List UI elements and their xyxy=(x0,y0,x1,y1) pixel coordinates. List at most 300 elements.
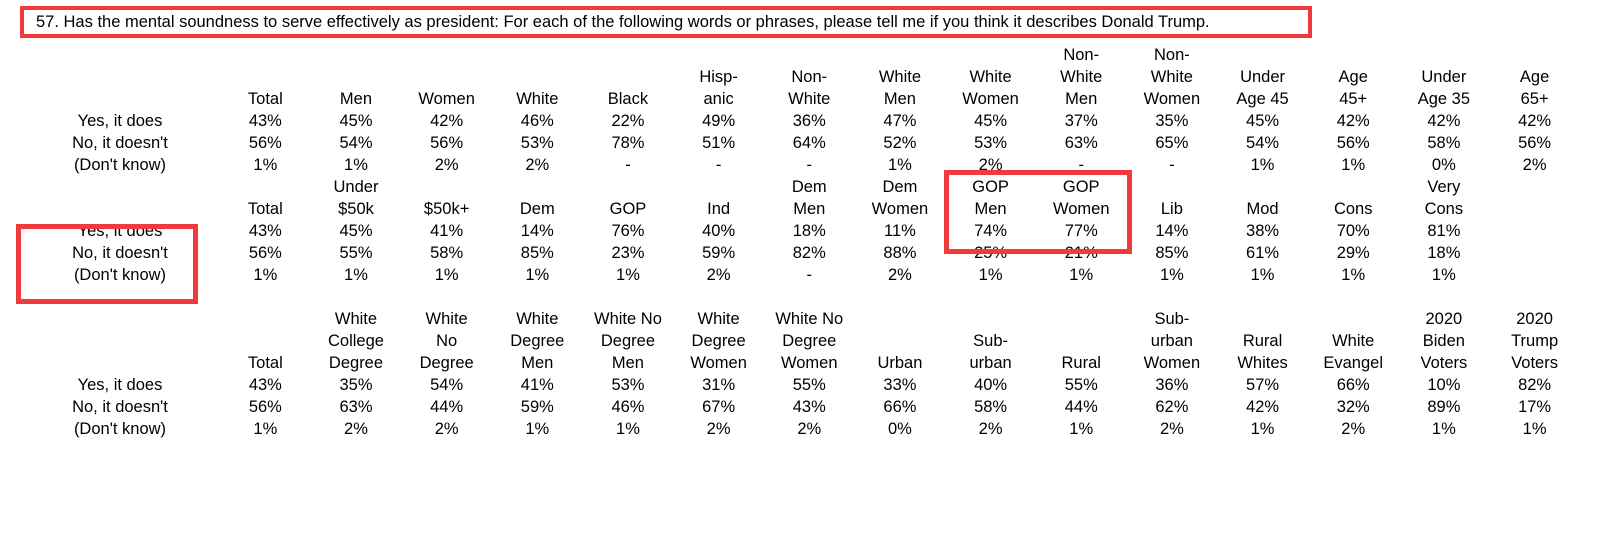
column-header xyxy=(1489,308,1580,374)
row-label: (Don't know) xyxy=(73,156,167,174)
header-line: Women xyxy=(1052,200,1110,218)
header-line: White xyxy=(516,90,559,108)
data-cell: 36% xyxy=(1155,376,1189,394)
column-header xyxy=(764,44,855,110)
column-header xyxy=(401,308,492,374)
data-cell: 29% xyxy=(1336,244,1370,262)
header-line: $50k+ xyxy=(423,200,470,218)
data-cell: 78% xyxy=(611,134,645,152)
header-line: Dem xyxy=(882,178,918,196)
column-header xyxy=(1308,308,1399,374)
header-line: White No xyxy=(775,310,844,328)
column-header xyxy=(1036,44,1127,110)
data-cell: 31% xyxy=(702,376,736,394)
data-cell: 1% xyxy=(616,266,640,284)
crosstab-block-demographics xyxy=(0,44,1600,176)
header-line: Cons xyxy=(1333,200,1373,218)
row-label-header xyxy=(20,308,220,374)
header-line: 2020 xyxy=(1425,310,1463,328)
data-cell: 2% xyxy=(434,420,459,438)
data-cell: 43% xyxy=(248,112,282,130)
header-line: Men xyxy=(611,354,644,372)
column-header xyxy=(945,308,1036,374)
data-cell: 2% xyxy=(1522,156,1547,174)
header-line: Women xyxy=(418,90,475,108)
row-label: Yes, it does xyxy=(77,112,163,130)
data-cell: 41% xyxy=(520,376,554,394)
header-line: Cons xyxy=(1424,200,1464,218)
column-header xyxy=(1127,308,1218,374)
header-row xyxy=(20,308,1580,374)
header-line: White xyxy=(878,68,922,86)
header-line: White xyxy=(1150,68,1193,86)
column-header xyxy=(1399,44,1490,110)
header-line: Whites xyxy=(1237,354,1288,372)
data-cell: 1% xyxy=(978,266,1003,284)
data-cell: 0% xyxy=(887,420,912,438)
data-cell: 2% xyxy=(706,420,731,438)
column-header xyxy=(1489,176,1580,220)
data-cell xyxy=(1489,242,1580,264)
data-cell: 63% xyxy=(1064,134,1098,152)
header-line: anic xyxy=(703,90,734,108)
crosstab-table xyxy=(20,44,1580,176)
header-line: College xyxy=(328,332,384,350)
column-header xyxy=(311,44,402,110)
header-line: Biden xyxy=(1422,332,1465,350)
data-cell: 11% xyxy=(884,222,916,240)
data-cell: 82% xyxy=(1518,376,1552,394)
header-line: Evangel xyxy=(1323,354,1384,372)
data-cell: 44% xyxy=(430,398,464,416)
data-cell: 40% xyxy=(974,376,1008,394)
data-cell: 0% xyxy=(1431,156,1456,174)
header-line: Sub- xyxy=(1154,310,1190,328)
column-header xyxy=(673,44,764,110)
data-cell: 89% xyxy=(1427,398,1461,416)
data-cell: 22% xyxy=(611,112,645,130)
data-cell: 54% xyxy=(339,134,373,152)
header-line: Degree xyxy=(600,332,656,350)
data-cell: 52% xyxy=(883,134,917,152)
header-line: Ind xyxy=(707,200,731,218)
data-cell: 1% xyxy=(1250,156,1275,174)
header-line: Women xyxy=(871,200,929,218)
column-header xyxy=(220,44,311,110)
table-row xyxy=(20,264,1580,286)
column-header xyxy=(764,176,855,220)
header-line: Degree xyxy=(328,354,384,372)
data-cell: 2% xyxy=(706,266,731,284)
column-header xyxy=(1217,308,1308,374)
header-line: $50k xyxy=(338,200,374,218)
header-line: White No xyxy=(594,310,662,328)
header-line: Men xyxy=(793,200,826,218)
header-line: Total xyxy=(247,200,283,218)
column-header xyxy=(583,308,674,374)
data-cell: 2% xyxy=(525,156,550,174)
data-cell: 1% xyxy=(1069,266,1094,284)
header-line: Non- xyxy=(791,68,828,86)
data-cell: 1% xyxy=(616,420,640,438)
data-cell: 1% xyxy=(1250,266,1275,284)
data-cell: 56% xyxy=(1518,134,1552,152)
header-line: 65+ xyxy=(1520,90,1549,108)
data-cell: 54% xyxy=(1246,134,1280,152)
header-line: Women xyxy=(1143,354,1201,372)
data-cell: 35% xyxy=(1155,112,1189,130)
row-label: (Don't know) xyxy=(73,420,167,438)
column-header xyxy=(1399,176,1490,220)
header-line: Women xyxy=(690,354,747,372)
data-cell: 42% xyxy=(1427,112,1461,130)
data-cell: 66% xyxy=(1336,376,1370,394)
data-cell: 42% xyxy=(1518,112,1552,130)
data-cell: 43% xyxy=(248,376,282,394)
table-row xyxy=(20,220,1580,242)
header-line: Degree xyxy=(782,332,837,350)
header-line: Age 45 xyxy=(1236,90,1289,108)
data-cell: 1% xyxy=(525,420,550,438)
data-cell xyxy=(1489,264,1580,286)
table-body xyxy=(20,220,1580,286)
crosstab-table xyxy=(20,308,1580,440)
data-cell: 62% xyxy=(1155,398,1189,416)
row-label-header xyxy=(20,176,220,220)
data-cell: 54% xyxy=(430,376,464,394)
data-cell: 58% xyxy=(974,398,1008,416)
header-line: White xyxy=(516,310,559,328)
header-line: Dem xyxy=(791,178,827,196)
header-line: Total xyxy=(247,90,283,108)
data-cell: 53% xyxy=(611,376,645,394)
data-cell: - xyxy=(715,156,722,174)
data-cell: 49% xyxy=(702,112,736,130)
data-cell: 61% xyxy=(1246,244,1280,262)
data-cell: 59% xyxy=(702,244,736,262)
data-cell: 45% xyxy=(974,112,1008,130)
data-cell: 21% xyxy=(1064,244,1098,262)
data-cell: 1% xyxy=(344,156,368,174)
data-cell: 81% xyxy=(1427,222,1461,240)
header-line: Dem xyxy=(519,200,555,218)
column-header xyxy=(1217,44,1308,110)
data-cell: 1% xyxy=(253,420,278,438)
header-line: urban xyxy=(969,354,1012,372)
data-cell: 56% xyxy=(248,398,282,416)
column-header xyxy=(1217,176,1308,220)
question-text: 57. Has the mental soundness to serve effectively as president: For each of the following words or phrases, please tell me if you think it describes Donald Trump. xyxy=(36,12,1210,31)
data-cell: 85% xyxy=(1155,244,1189,262)
data-cell: 42% xyxy=(430,112,464,130)
data-cell: 45% xyxy=(1246,112,1280,130)
data-cell: 63% xyxy=(339,398,373,416)
data-cell: 2% xyxy=(1341,420,1366,438)
row-label: No, it doesn't xyxy=(72,398,168,416)
header-line: Black xyxy=(607,90,649,108)
row-label: Yes, it does xyxy=(77,222,163,240)
header-line: White xyxy=(1332,332,1375,350)
data-cell: 44% xyxy=(1064,398,1098,416)
data-cell: 56% xyxy=(430,134,464,152)
data-cell: 14% xyxy=(520,222,554,240)
header-line: Total xyxy=(247,354,283,372)
table-body xyxy=(20,110,1580,176)
data-cell: 76% xyxy=(611,222,645,240)
header-line: Under xyxy=(333,178,379,196)
row-label: No, it doesn't xyxy=(72,244,168,262)
data-cell: 43% xyxy=(248,222,282,240)
data-cell: 2% xyxy=(344,420,368,438)
header-line: Voters xyxy=(1420,354,1468,372)
header-line: Under xyxy=(1421,68,1467,86)
header-line: Non- xyxy=(1063,46,1100,64)
data-cell: 55% xyxy=(792,376,826,394)
data-cell: 25% xyxy=(974,244,1008,262)
header-row xyxy=(20,44,1580,110)
data-cell: 1% xyxy=(1522,420,1547,438)
data-cell: 35% xyxy=(339,376,373,394)
data-cell: 41% xyxy=(430,222,464,240)
column-header xyxy=(855,44,946,110)
header-line: Men xyxy=(521,354,554,372)
column-header xyxy=(492,308,583,374)
data-cell: 70% xyxy=(1336,222,1370,240)
data-cell: 37% xyxy=(1064,112,1098,130)
data-cell: 23% xyxy=(611,244,645,262)
table-row xyxy=(20,110,1580,132)
header-line: Mod xyxy=(1246,200,1279,218)
table-row xyxy=(20,154,1580,176)
data-cell xyxy=(1489,220,1580,242)
data-cell: 33% xyxy=(883,376,917,394)
header-line: Women xyxy=(962,90,1019,108)
header-line: White xyxy=(1060,68,1103,86)
data-cell: 1% xyxy=(253,266,278,284)
data-cell: 14% xyxy=(1155,222,1189,240)
data-cell: 42% xyxy=(1246,398,1280,416)
data-cell: 77% xyxy=(1064,222,1098,240)
header-line: White xyxy=(334,310,378,328)
column-header xyxy=(1308,176,1399,220)
data-cell: 51% xyxy=(702,134,736,152)
data-cell: 18% xyxy=(792,222,826,240)
data-cell: 47% xyxy=(883,112,917,130)
row-label-header xyxy=(20,44,220,110)
data-cell: 1% xyxy=(525,266,550,284)
table-body xyxy=(20,374,1580,440)
header-line: Rural xyxy=(1242,332,1283,350)
data-cell: 53% xyxy=(520,134,554,152)
data-cell: 32% xyxy=(1336,398,1370,416)
data-cell: 1% xyxy=(434,266,459,284)
header-row xyxy=(20,176,1580,220)
data-cell: 58% xyxy=(1427,134,1461,152)
header-line: Age xyxy=(1519,68,1550,86)
column-header xyxy=(945,176,1036,220)
column-header xyxy=(1308,44,1399,110)
question-highlight-box xyxy=(20,6,1312,38)
column-header xyxy=(1127,44,1218,110)
data-cell: 2% xyxy=(434,156,459,174)
data-cell: 1% xyxy=(1069,420,1094,438)
data-cell: 1% xyxy=(344,266,368,284)
data-cell: 59% xyxy=(520,398,554,416)
header-line: GOP xyxy=(609,200,647,218)
data-cell: 46% xyxy=(611,398,645,416)
data-cell: 18% xyxy=(1427,244,1461,262)
column-header xyxy=(401,176,492,220)
column-header xyxy=(311,176,402,220)
row-label: No, it doesn't xyxy=(72,134,168,152)
header-line: Degree xyxy=(691,332,746,350)
data-cell: 45% xyxy=(339,222,373,240)
data-cell: 56% xyxy=(1336,134,1370,152)
data-cell: 58% xyxy=(430,244,464,262)
data-cell: 36% xyxy=(792,112,826,130)
data-cell: 1% xyxy=(1341,156,1366,174)
header-line: White xyxy=(697,310,740,328)
data-cell: - xyxy=(806,266,813,284)
header-line: Women xyxy=(780,354,838,372)
crosstab-table xyxy=(20,176,1580,286)
header-line: 45+ xyxy=(1339,90,1368,108)
header-line: GOP xyxy=(972,178,1009,196)
data-cell: 56% xyxy=(248,244,282,262)
data-cell: 45% xyxy=(339,112,373,130)
header-line: Women xyxy=(1143,90,1201,108)
header-line: Very xyxy=(1427,178,1461,196)
table-row xyxy=(20,418,1580,440)
table-row xyxy=(20,374,1580,396)
header-line: Degree xyxy=(510,332,565,350)
header-line: 2020 xyxy=(1516,310,1553,328)
column-header xyxy=(1036,308,1127,374)
column-header xyxy=(311,308,402,374)
column-header xyxy=(583,176,674,220)
data-cell: 42% xyxy=(1336,112,1370,130)
header-line: Men xyxy=(974,200,1007,218)
table-head xyxy=(20,44,1580,110)
table-head xyxy=(20,176,1580,220)
data-cell: 1% xyxy=(1431,420,1456,438)
column-header xyxy=(673,176,764,220)
column-header xyxy=(220,176,311,220)
data-cell: 46% xyxy=(520,112,554,130)
data-cell: - xyxy=(625,156,631,174)
column-header xyxy=(1036,176,1127,220)
data-cell: 66% xyxy=(883,398,917,416)
data-cell: 1% xyxy=(1431,266,1456,284)
table-head xyxy=(20,308,1580,374)
row-label: (Don't know) xyxy=(73,266,167,284)
data-cell: 40% xyxy=(702,222,736,240)
column-header xyxy=(764,308,855,374)
column-header xyxy=(855,308,946,374)
header-line: Voters xyxy=(1511,354,1558,372)
data-cell: 1% xyxy=(1341,266,1366,284)
data-cell: 88% xyxy=(883,244,917,262)
column-header xyxy=(1127,176,1218,220)
column-header xyxy=(1399,308,1490,374)
header-line: Degree xyxy=(419,354,474,372)
data-cell: - xyxy=(806,156,813,174)
data-cell: 57% xyxy=(1246,376,1280,394)
data-cell: 56% xyxy=(248,134,282,152)
table-row xyxy=(20,132,1580,154)
data-cell: 55% xyxy=(1064,376,1098,394)
data-cell: 2% xyxy=(797,420,822,438)
row-label: Yes, it does xyxy=(77,376,163,394)
table-row xyxy=(20,242,1580,264)
column-header xyxy=(492,44,583,110)
data-cell: 55% xyxy=(339,244,373,262)
header-line: Age xyxy=(1338,68,1368,86)
header-line: Men xyxy=(1065,90,1098,108)
header-line: Hisp- xyxy=(699,68,738,86)
header-line: GOP xyxy=(1062,178,1100,196)
header-line: Men xyxy=(339,90,373,108)
data-cell: 1% xyxy=(887,156,912,174)
column-header xyxy=(673,308,764,374)
column-header xyxy=(855,176,946,220)
data-cell: 43% xyxy=(792,398,826,416)
data-cell: - xyxy=(1078,156,1084,174)
header-line: urban xyxy=(1150,332,1193,350)
data-cell: 2% xyxy=(978,156,1003,174)
data-cell: 64% xyxy=(792,134,826,152)
data-cell: 53% xyxy=(974,134,1008,152)
data-cell: 2% xyxy=(1159,420,1184,438)
column-header xyxy=(1489,44,1580,110)
header-line: White xyxy=(425,310,468,328)
crosstab-block-education-geography xyxy=(0,308,1600,440)
column-header xyxy=(220,308,311,374)
data-cell: 1% xyxy=(1159,266,1184,284)
column-header xyxy=(945,44,1036,110)
crosstab-block-party-ideology xyxy=(0,176,1600,286)
data-cell: 38% xyxy=(1246,222,1280,240)
data-cell: 82% xyxy=(792,244,826,262)
header-line: Men xyxy=(883,90,916,108)
data-cell: 74% xyxy=(974,222,1008,240)
data-cell: 2% xyxy=(978,420,1003,438)
data-cell: 67% xyxy=(702,398,736,416)
data-cell: 1% xyxy=(253,156,278,174)
data-cell: 2% xyxy=(887,266,912,284)
data-cell: 85% xyxy=(520,244,554,262)
header-line: Rural xyxy=(1061,354,1101,372)
data-cell: 10% xyxy=(1427,376,1461,394)
data-cell: - xyxy=(1169,156,1175,174)
header-line: Non- xyxy=(1154,46,1190,64)
header-line: White xyxy=(788,90,831,108)
header-line: Sub- xyxy=(973,332,1008,350)
data-cell: 17% xyxy=(1518,398,1552,416)
data-cell: 1% xyxy=(1250,420,1275,438)
header-line: Under xyxy=(1240,68,1286,86)
header-line: Lib xyxy=(1160,200,1183,218)
column-header xyxy=(583,44,674,110)
table-row xyxy=(20,396,1580,418)
header-line: White xyxy=(969,68,1012,86)
column-header xyxy=(401,44,492,110)
data-cell: 65% xyxy=(1155,134,1189,152)
header-line: Age 35 xyxy=(1417,90,1470,108)
column-header xyxy=(492,176,583,220)
header-line: Urban xyxy=(877,354,923,372)
header-line: Trump xyxy=(1511,332,1559,350)
